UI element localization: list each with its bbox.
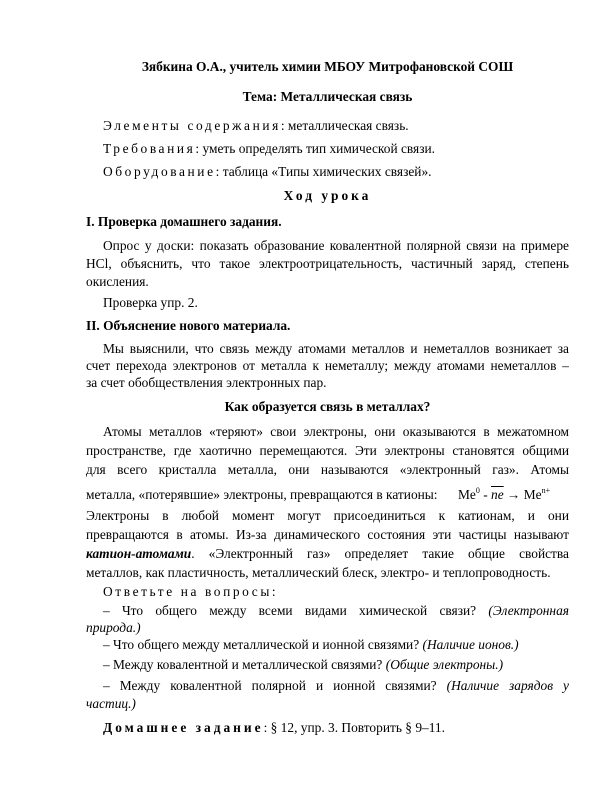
- elements-label: Элементы содержания: [103, 118, 281, 133]
- question-3-text: – Между ковалентной и металлической связями?: [103, 657, 383, 672]
- elements-line: [86, 118, 569, 134]
- section1-line-2: HCl, объяснить, что такое электроотрицательность, частичный заряд, степень: [86, 256, 569, 271]
- equipment-line: [86, 164, 569, 180]
- homework-line: [86, 720, 569, 736]
- subheading: Как образуется связь в металлах?: [224, 399, 431, 414]
- equipment-label: Оборудование: [103, 164, 216, 179]
- section2-line-1: Мы выяснили, что связь между атомами металлов и неметаллов возникает за: [103, 341, 569, 356]
- body-line-3: для всего кристалла металла, они называются «электронный газ». Атомы: [86, 462, 569, 477]
- formula-n-plus-charge: n+: [541, 486, 551, 495]
- section1-line-3: окисления.: [86, 274, 149, 289]
- question-2: [86, 637, 569, 653]
- homework-label: Домашнее задание: [103, 720, 264, 735]
- formula-arrow: →: [503, 487, 524, 502]
- question-4-text: – Между ковалентной полярной и ионной связями?: [103, 678, 437, 693]
- question-2-answer: (Наличие ионов.): [422, 637, 519, 652]
- question-4: [86, 678, 569, 694]
- section1-line-1: Опрос у доски: показать образование ковалентной полярной связи на примере: [103, 238, 569, 253]
- section1-check: Проверка упр. 2.: [103, 295, 198, 310]
- questions-label: Ответьте на вопросы:: [103, 584, 279, 599]
- cation-formula: [458, 487, 550, 505]
- topic-line: Тема: Металлическая связь: [242, 89, 413, 104]
- requirements-value: : уметь определять тип химической связи.: [195, 141, 436, 156]
- formula-zero-charge: 0: [475, 486, 480, 495]
- question-1-answer: (Электронная: [488, 603, 569, 618]
- body-line-2: пространстве, где хаотично перемещаются. Эти электроны становятся общими: [86, 443, 569, 458]
- body-line-1: Атомы металлов «теряют» свои электроны, они оказываются в межатомном: [103, 424, 569, 439]
- formula-me-cation: Me: [523, 487, 542, 502]
- elements-value: : металлическая связь.: [280, 118, 409, 133]
- question-3-answer: (Общие электроны.): [385, 657, 504, 672]
- formula-minus: -: [479, 487, 492, 502]
- question-1-answer-cont: природа.): [86, 620, 141, 635]
- section2-line-2: счет перехода электронов от металла к неметаллу; между атомами неметаллов –: [86, 358, 569, 373]
- question-3: [86, 657, 569, 673]
- body-line-4-text: металла, «потерявшие» электроны, превращаются в катионы:: [86, 487, 438, 502]
- question-4-answer: (Наличие зарядов у: [446, 678, 569, 693]
- section2-title: II. Объяснение нового материала.: [86, 318, 291, 333]
- question-1: [86, 603, 569, 619]
- body-line-4: [86, 487, 569, 503]
- section2-line-3: за счет обобществления электронных пар.: [86, 375, 327, 390]
- cation-atom-term: катион-атомами: [86, 546, 192, 561]
- formula-me: Me: [458, 487, 476, 502]
- homework-value: : § 12, упр. 3. Повторить § 9–11.: [263, 720, 445, 735]
- requirements-label: Требования: [103, 141, 196, 156]
- equipment-value: : таблица «Типы химических связей».: [215, 164, 432, 179]
- body-line-5: Электроны в любой момент могут присоединиться к катионам, и они: [86, 508, 569, 523]
- body-line-7-rest: . «Электронный газ» определяет такие общие свойства: [191, 546, 569, 561]
- question-1-text: – Что общего между всеми видами химической связи?: [103, 603, 477, 618]
- body-line-6: превращаются в атомы. Из-за динамического состояния эти частицы называют: [86, 527, 569, 542]
- lesson-heading: Ход урока: [283, 188, 372, 203]
- author-line: Зябкина О.А., учитель химии МБОУ Митрофановской СОШ: [141, 59, 514, 74]
- question-4-answer-cont: частиц.): [86, 696, 136, 711]
- body-line-7: [86, 546, 569, 562]
- requirements-line: [86, 141, 569, 157]
- question-2-text: – Что общего между металлической и ионной связями?: [103, 637, 420, 652]
- body-line-8: металлов, как пластичность, металлический блеск, электро- и теплопроводность.: [86, 565, 551, 580]
- formula-electrons: $\overline{ne}$: [491, 487, 504, 502]
- section1-title: I. Проверка домашнего задания.: [86, 214, 282, 229]
